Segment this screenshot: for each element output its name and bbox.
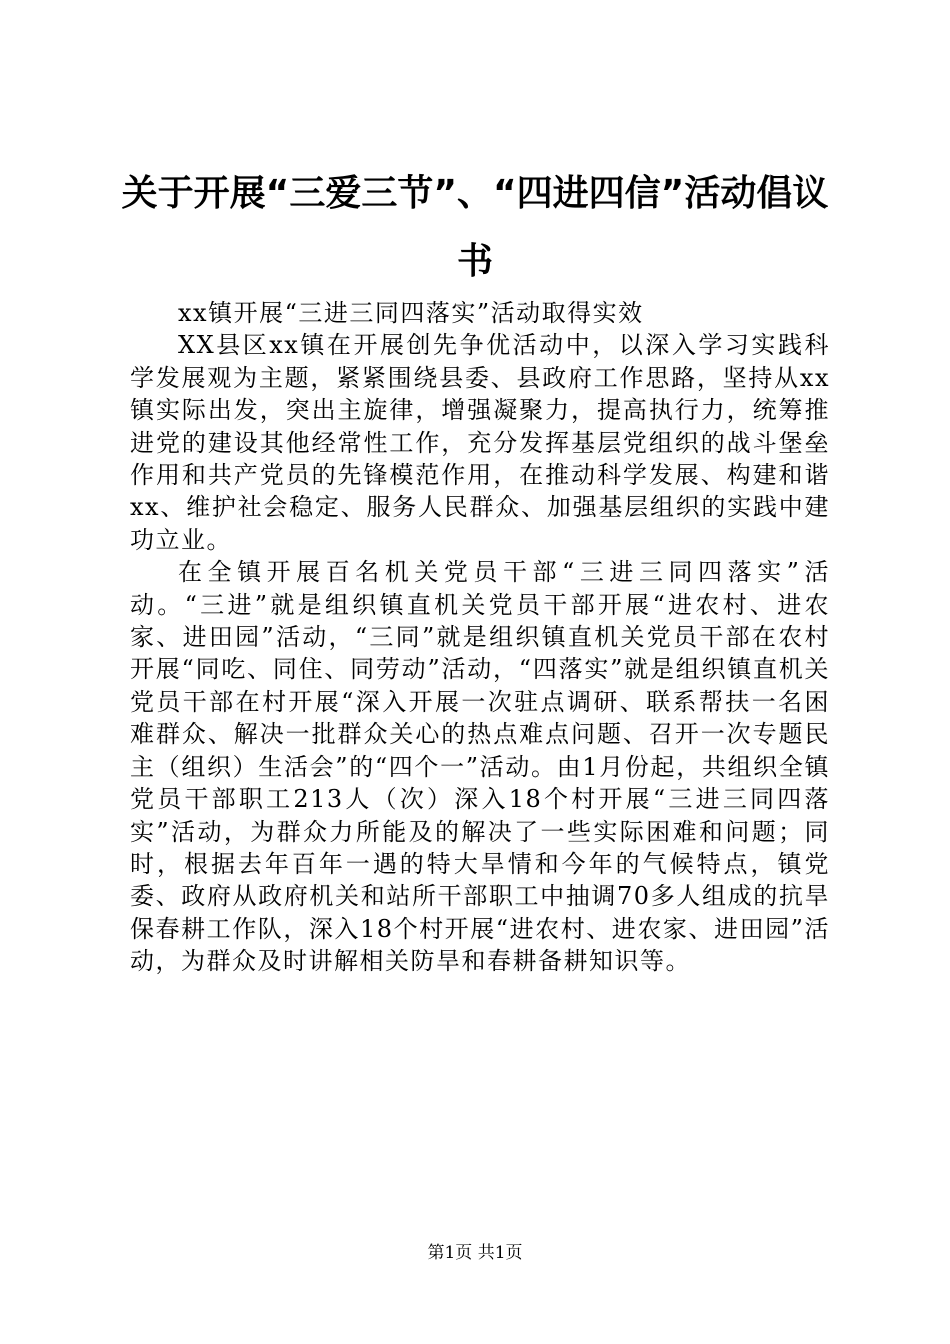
paragraph-activity: 在全镇开展百名机关党员干部“三进三同四落实”活动。“三进”就是组织镇直机关党员干部开展“进农村、进农家、进田园”活动，“三同”就是组织镇直机关党员干部在农村开展“同吃、同住、同劳动”活动，“四落实”就是组织镇直机关党员干部在村开展“深入开展一次驻点调研、联系帮扶一名困难群众、解决一批群众关心的热点难点问题、召开一次专题民主（组织）生活会”的“四个一”活动。由1月份起，共组织全镇党员干部职工213人（次）深入18个村开展“三进三同四落实”活动，为群众力所能及的解决了一些实际困难和问题；同时，根据去年百年一遇的特大旱情和今年的气候特点，镇党委、政府从政府机关和站所干部职工中抽调70多人组成的抗旱保春耕工作队，深入18个村开展“进农村、进农家、进田园”活动，为群众及时讲解相关防旱和春耕备耕知识等。 — [130, 558, 830, 976]
page-footer: 第1页 共1页 — [427, 1243, 523, 1263]
paragraph-subtitle: xx镇开展“三进三同四落实”活动取得实效 — [178, 299, 644, 327]
document-body — [130, 297, 830, 978]
document-title: 关于开展“三爱三节”、“四进四信”活动倡议书 — [121, 173, 829, 282]
paragraph-intro: XX县区xx镇在开展创先争优活动中，以深入学习实践科学发展观为主题，紧紧围绕县委、县政府工作思路，坚持从xx镇实际出发，突出主旋律，增强凝聚力，提高执行力，统筹推进党的建设其他经常性工作，充分发挥基层党组织的战斗堡垒作用和共产党员的先锋模范作用，在推动科学发展、构建和谐xx、维护社会稳定、服务人民群众、加强基层组织的实践中建功立业。 — [130, 331, 830, 554]
